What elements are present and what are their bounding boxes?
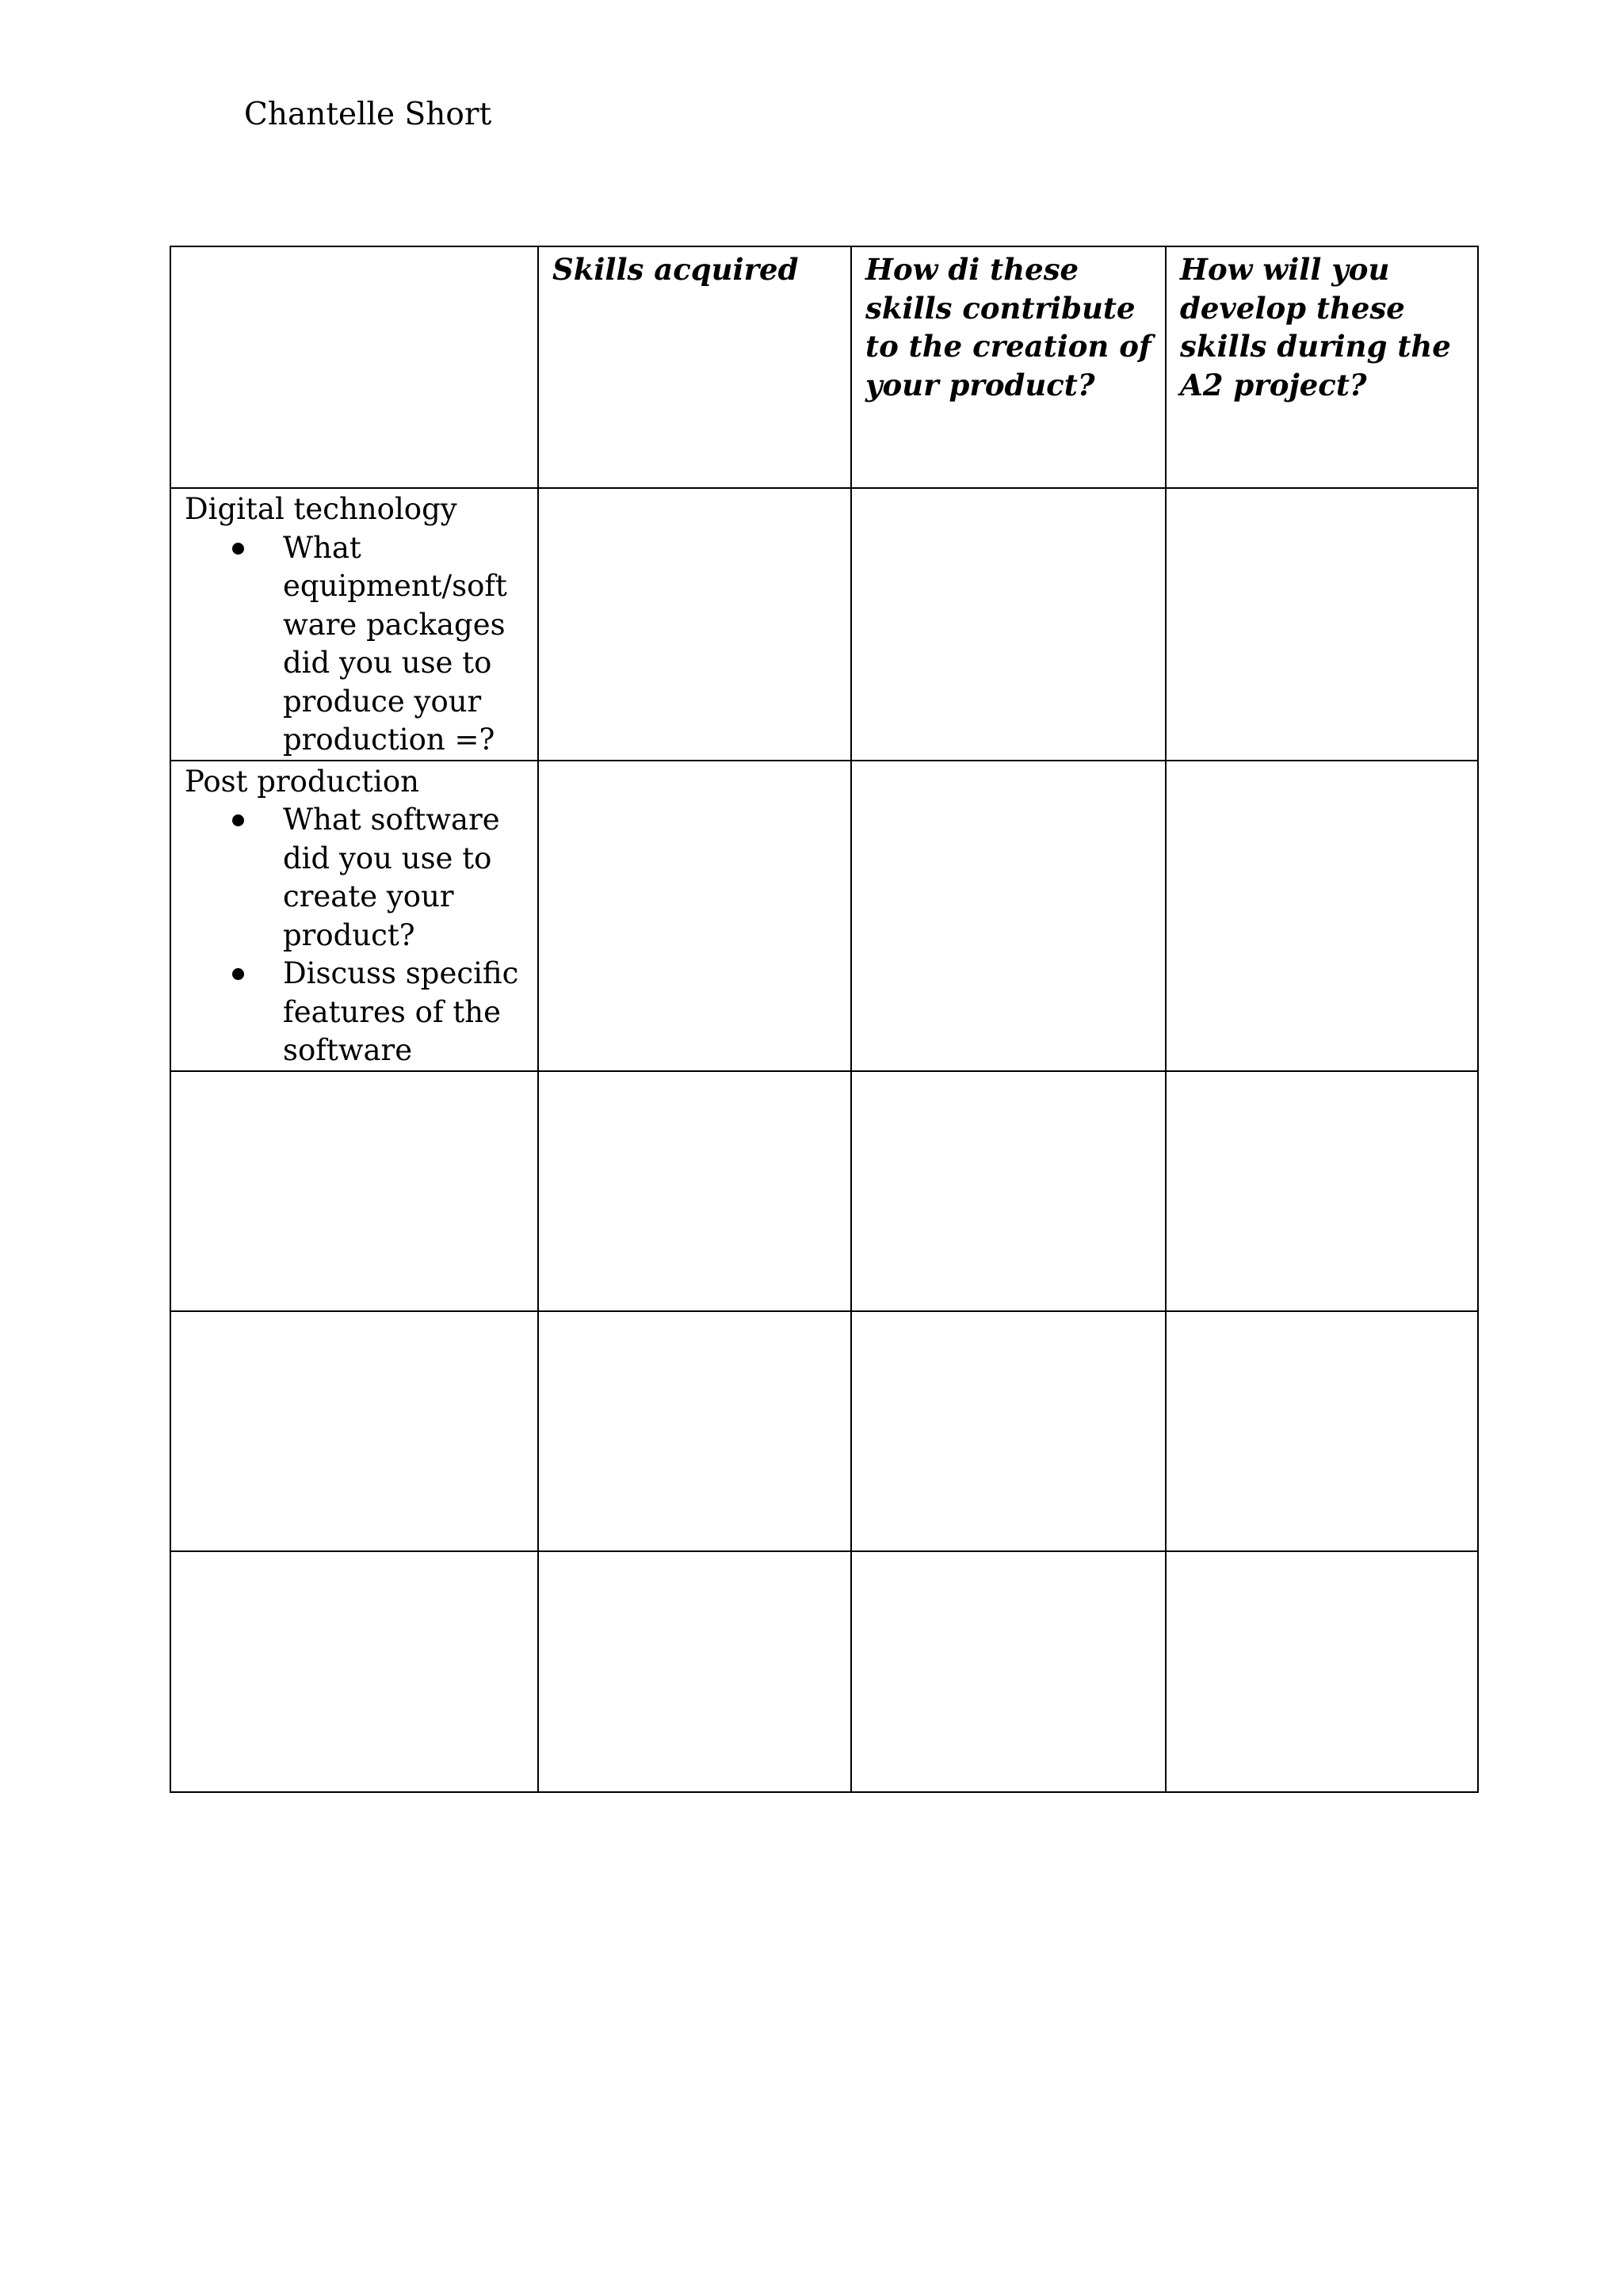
category-cell-digital-technology (170, 488, 538, 761)
answer-cell[interactable] (851, 1551, 1166, 1792)
answer-cell[interactable] (1166, 488, 1478, 761)
category-title: Digital technology (185, 492, 457, 526)
list-item: What software did you use to create your product? (185, 801, 537, 955)
prompt-list (185, 529, 537, 760)
header-cell-development (1166, 246, 1478, 488)
table-row (170, 1551, 1478, 1792)
answer-cell[interactable] (1166, 1551, 1478, 1792)
header-cell-skills-acquired (538, 246, 851, 488)
answer-cell[interactable] (851, 761, 1166, 1071)
category-cell-empty[interactable] (170, 1311, 538, 1551)
header-cell-blank (170, 246, 538, 488)
table-row (170, 761, 1478, 1071)
skills-table (170, 246, 1479, 1793)
list-item: Discuss specific features of the software (185, 955, 537, 1070)
prompt-list (185, 801, 537, 1070)
answer-cell[interactable] (538, 761, 851, 1071)
header-cell-contribution (851, 246, 1166, 488)
header-skills-acquired: Skills acquired (552, 252, 799, 287)
category-cell-empty[interactable] (170, 1071, 538, 1311)
list-item: What equipment/soft ware packages did you use to produce your production =? (185, 529, 537, 760)
table-row (170, 488, 1478, 761)
answer-cell[interactable] (1166, 1071, 1478, 1311)
answer-cell[interactable] (851, 488, 1166, 761)
answer-cell[interactable] (538, 1311, 851, 1551)
header-development: How will you develop these skills during the A2 project? (1180, 252, 1451, 402)
answer-cell[interactable] (851, 1311, 1166, 1551)
header-contribution: How di these skills contribute to the creation of your product? (865, 252, 1151, 402)
table-row (170, 1311, 1478, 1551)
table-header-row (170, 246, 1478, 488)
category-cell-empty[interactable] (170, 1551, 538, 1792)
answer-cell[interactable] (538, 1551, 851, 1792)
author-name: Chantelle Short (244, 97, 492, 132)
bullet-icon (232, 968, 244, 980)
answer-cell[interactable] (538, 488, 851, 761)
category-title: Post production (185, 764, 419, 799)
bullet-icon (232, 814, 244, 826)
table-row (170, 1071, 1478, 1311)
answer-cell[interactable] (538, 1071, 851, 1311)
category-cell-post-production (170, 761, 538, 1071)
answer-cell[interactable] (1166, 761, 1478, 1071)
answer-cell[interactable] (1166, 1311, 1478, 1551)
answer-cell[interactable] (851, 1071, 1166, 1311)
bullet-icon (232, 543, 244, 555)
